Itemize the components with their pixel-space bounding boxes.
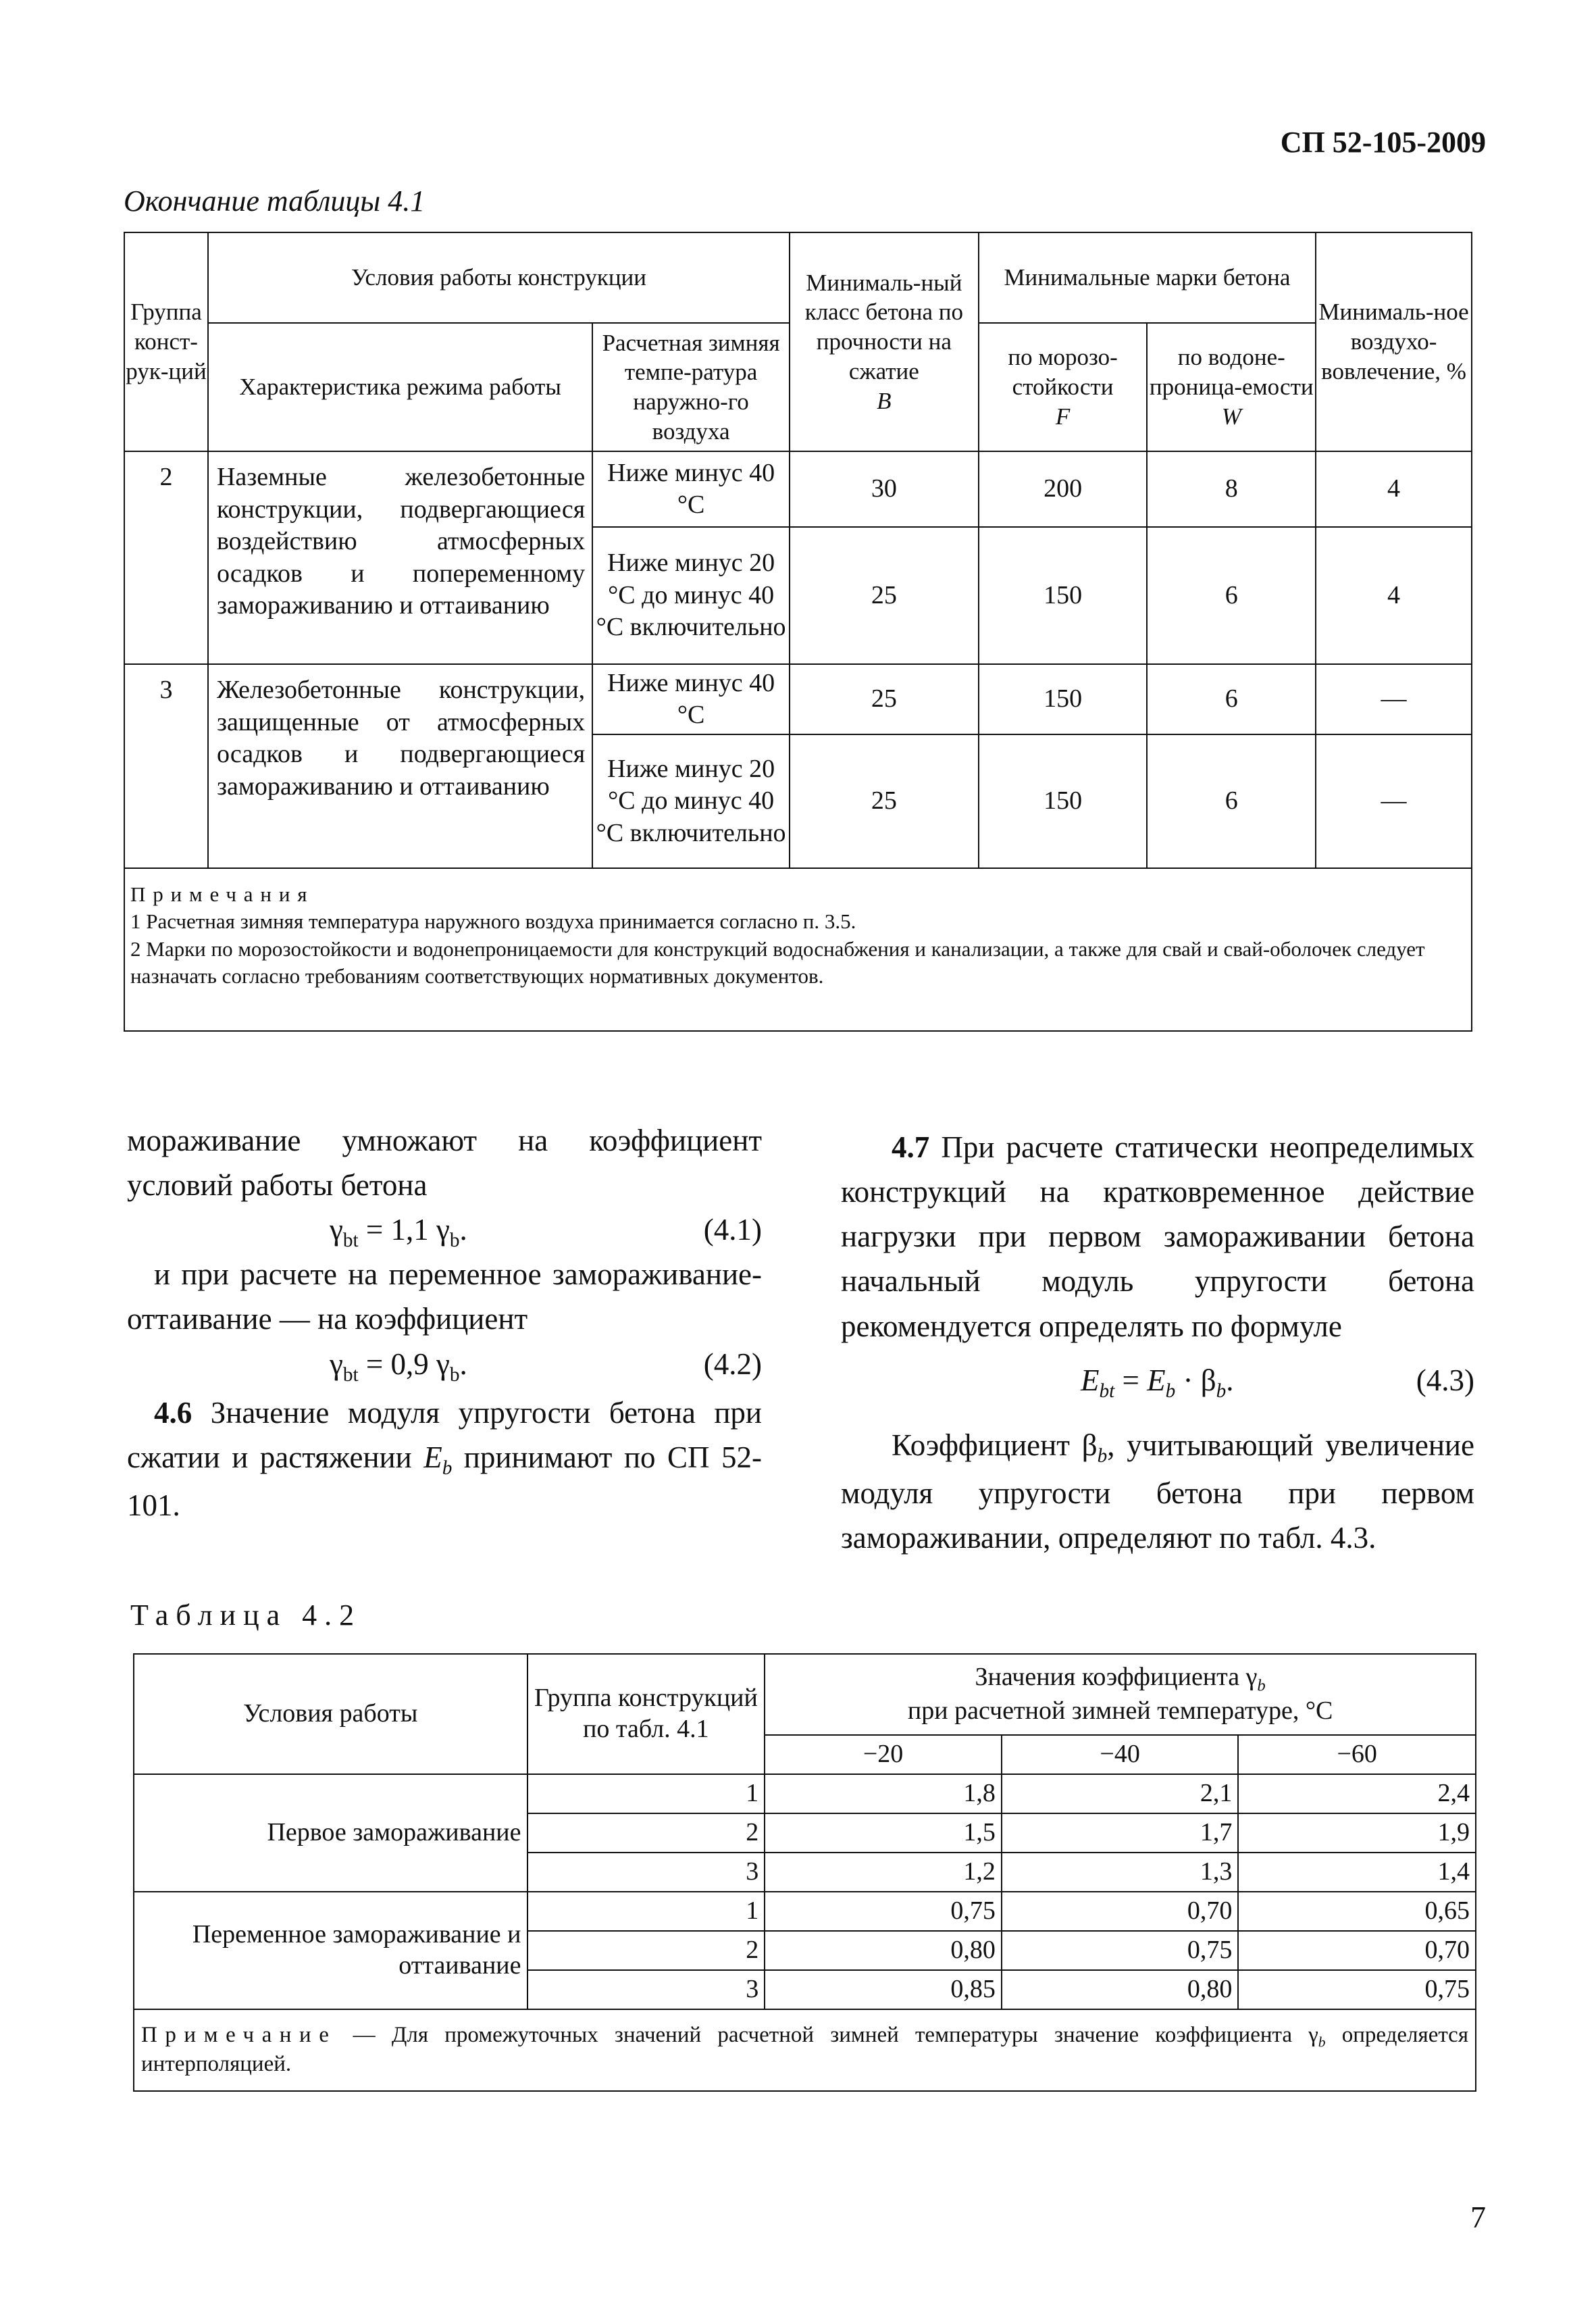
right-column	[841, 1125, 1474, 1560]
air-cell: —	[1316, 734, 1472, 868]
value-cell: 1,3	[1002, 1853, 1239, 1892]
symbol-sub: b	[1097, 1444, 1108, 1467]
note-text: — Для промежуточных значений расчетной зимней температуры значение коэффициента γ	[336, 2023, 1318, 2047]
table-row	[134, 1774, 1476, 1813]
header-frost-label: по морозо-стойкости	[1008, 344, 1118, 401]
paragraph-text: При расчете статически неопределимых конструкций на кратковременное действие нагрузки при первом замораживании бетона начальный модуль упругости бетона рекомендуется определять по формуле	[841, 1130, 1474, 1343]
header-frost-symbol: F	[1055, 403, 1071, 430]
header-water-symbol: W	[1221, 403, 1241, 430]
symbol: E	[423, 1440, 442, 1474]
header-water	[1147, 323, 1316, 451]
class-cell: 30	[790, 451, 979, 527]
clause-number: 4.6	[154, 1395, 192, 1430]
water-cell: 6	[1147, 664, 1316, 734]
table-4-2	[133, 1653, 1476, 2092]
note-label: Примечание	[141, 2023, 337, 2047]
table-note	[134, 2009, 1476, 2091]
value-cell: 1,2	[765, 1853, 1002, 1892]
table-row	[124, 664, 1472, 734]
formula-expression: $\gamma_{bt} = 1,1$ $\gamma_b$.	[330, 1213, 467, 1252]
table-4-1	[124, 232, 1472, 1032]
formula-rhs: = 0,9 γ	[358, 1347, 450, 1381]
header-values-sub: b	[1257, 1676, 1266, 1695]
value-cell: 1,9	[1238, 1813, 1476, 1853]
paragraph	[841, 1423, 1474, 1560]
value-cell: 0,80	[765, 1931, 1002, 1970]
group-cell: 3	[527, 1853, 765, 1892]
group-cell: 2	[527, 1931, 765, 1970]
left-column	[127, 1118, 762, 1528]
paragraph-4-7	[841, 1125, 1474, 1349]
table-row	[124, 451, 1472, 527]
table-notes-row	[124, 868, 1472, 1031]
frost-cell: 200	[979, 451, 1148, 527]
value-cell: 0,80	[1002, 1970, 1239, 2009]
temp-cell: Ниже минус 40 °С	[592, 451, 790, 527]
header-values-label-2: при расчетной зимней температуре, °С	[907, 1696, 1333, 1726]
value-cell: 0,75	[1238, 1970, 1476, 2009]
group-cell: 3	[124, 664, 208, 868]
paragraph: и при расчете на переменное замораживание-оттаивание — на коэффициент	[127, 1257, 762, 1336]
group-cell: 2	[124, 451, 208, 664]
formula-lhs-sub: bt	[342, 1230, 359, 1252]
value-cell: 1,4	[1238, 1853, 1476, 1892]
temp-cell: Ниже минус 20 °С до минус 40 °С включительно	[592, 734, 790, 868]
frost-cell: 150	[979, 527, 1148, 664]
value-cell: 2,1	[1002, 1774, 1239, 1813]
header-design-temp: Расчетная зимняя темпе-ратура наружно-го воздуха	[592, 323, 790, 451]
clause-number: 4.7	[892, 1130, 930, 1164]
value-cell: 0,85	[765, 1970, 1002, 2009]
value-cell: 1,5	[765, 1813, 1002, 1853]
note-sub: b	[1318, 2034, 1326, 2051]
water-cell: 6	[1147, 734, 1316, 868]
formula-number: (4.1)	[703, 1213, 762, 1247]
formula-term-sub: b	[1165, 1380, 1176, 1402]
formula-expression: $E_{bt} = E_b \cdot \beta_b$.	[1081, 1363, 1234, 1402]
formula-4-3	[841, 1358, 1474, 1403]
symbol-sub: b	[442, 1457, 453, 1479]
value-cell: 2,4	[1238, 1774, 1476, 1813]
formula-lhs: E	[1081, 1363, 1100, 1397]
notes-title: Примечания	[130, 882, 315, 906]
condition-cell: Железобетонные конструкции, защищенные от атмосферных осадков и подвергающиеся замораживанию и оттаиванию	[208, 664, 592, 868]
paragraph-text: Коэффициент β	[892, 1428, 1098, 1462]
header-temp: −40	[1002, 1735, 1239, 1774]
air-cell: —	[1316, 664, 1472, 734]
frost-cell: 150	[979, 734, 1148, 868]
formula-term: E	[1147, 1363, 1166, 1397]
page-number: 7	[1470, 2200, 1486, 2234]
header-min-grades: Минимальные марки бетона	[979, 232, 1316, 323]
header-air: Минималь-ное воздухо-вовлечение, %	[1316, 232, 1472, 451]
formula-number: (4.3)	[1416, 1363, 1474, 1397]
formula-eq: =	[1114, 1363, 1148, 1397]
value-cell: 0,70	[1002, 1892, 1239, 1931]
formula-number: (4.2)	[703, 1347, 762, 1381]
temp-cell: Ниже минус 20 °С до минус 40 °С включительно	[592, 527, 790, 664]
header-min-class	[790, 232, 979, 451]
note-text-2: определяется интерполяцией.	[141, 2023, 1468, 2077]
table-4-1-continuation-caption: Окончание таблицы 4.1	[124, 184, 426, 218]
table-4-2-caption: Таблица 4.2	[130, 1599, 362, 1632]
formula-term: · β	[1175, 1363, 1216, 1397]
condition-cell: Наземные железобетонные конструкции, подвергающиеся воздействию атмосферных осадков и попеременному замораживанию и оттаиванию	[208, 451, 592, 664]
temp-cell: Ниже минус 40 °С	[592, 664, 790, 734]
value-cell: 1,8	[765, 1774, 1002, 1813]
air-cell: 4	[1316, 527, 1472, 664]
formula-lhs: γ	[330, 1213, 343, 1247]
water-cell: 6	[1147, 527, 1316, 664]
class-cell: 25	[790, 664, 979, 734]
paragraph: мораживание умножают на коэффициент условий работы бетона	[127, 1124, 762, 1203]
value-cell: 0,70	[1238, 1931, 1476, 1970]
formula-lhs: γ	[330, 1347, 343, 1381]
class-cell: 25	[790, 527, 979, 664]
paragraph-4-6	[127, 1390, 762, 1528]
class-cell: 25	[790, 734, 979, 868]
formula-rhs-sub: b	[449, 1230, 460, 1252]
value-cell: 0,65	[1238, 1892, 1476, 1931]
condition-cell: Первое замораживание	[134, 1774, 527, 1892]
header-group: Группа конст-рук-ций	[124, 232, 208, 451]
table-notes	[124, 868, 1472, 1031]
header-conditions: Условия работы	[134, 1654, 527, 1774]
formula-rhs-sub: b	[449, 1363, 460, 1386]
formula-4-1	[127, 1207, 762, 1252]
paragraph-text: принимают по СП 52-101.	[127, 1440, 762, 1522]
header-values	[765, 1654, 1476, 1735]
group-cell: 2	[527, 1813, 765, 1853]
value-cell: 1,7	[1002, 1813, 1239, 1853]
header-temp: −20	[765, 1735, 1002, 1774]
formula-lhs-sub: bt	[342, 1363, 359, 1386]
table-row	[134, 1892, 1476, 1931]
formula-4-2	[127, 1342, 762, 1386]
table-note-row	[134, 2009, 1476, 2091]
group-cell: 1	[527, 1774, 765, 1813]
header-conditions: Условия работы конструкции	[208, 232, 790, 323]
frost-cell: 150	[979, 664, 1148, 734]
formula-term-sub: b	[1216, 1380, 1227, 1402]
note-2: 2 Марки по морозостойкости и водонепроницаемости для конструкций водоснабжения и канализации, а также для свай и свай-оболочек следует назначать согласно требованиям соответствующих нормативных документов.	[130, 936, 1425, 988]
document-code: СП 52-105-2009	[1280, 126, 1486, 159]
water-cell: 8	[1147, 451, 1316, 527]
paragraph-text: Значение модуля упругости бетона при сжатии и растяжении	[127, 1395, 762, 1474]
header-group: Группа конструкций по табл. 4.1	[527, 1654, 765, 1774]
header-water-label: по водоне-проница-емости	[1149, 344, 1314, 401]
header-frost	[979, 323, 1148, 451]
value-cell: 0,75	[765, 1892, 1002, 1931]
header-temp: −60	[1238, 1735, 1476, 1774]
value-cell: 0,75	[1002, 1931, 1239, 1970]
header-min-class-symbol: B	[877, 387, 892, 414]
group-cell: 1	[527, 1892, 765, 1931]
header-min-class-label: Минималь-ный класс бетона по прочности на сжатие	[804, 269, 963, 384]
air-cell: 4	[1316, 451, 1472, 527]
header-values-label: Значения коэффициента γ	[975, 1663, 1258, 1692]
paragraph-text: , учитывающий увеличение модуля упругости бетона при первом замораживании, определяют по табл. 4.3.	[841, 1428, 1474, 1555]
group-cell: 3	[527, 1970, 765, 2009]
header-characteristic: Характеристика режима работы	[208, 323, 592, 451]
condition-cell: Переменное замораживание и оттаивание	[134, 1892, 527, 2009]
note-1: 1 Расчетная зимняя температура наружного воздуха принимается согласно п. 3.5.	[130, 909, 856, 934]
formula-lhs-sub: bt	[1099, 1380, 1115, 1402]
formula-expression: $\gamma_{bt} = 0,9$ $\gamma_b$.	[330, 1347, 467, 1386]
formula-rhs: = 1,1 γ	[358, 1213, 450, 1247]
